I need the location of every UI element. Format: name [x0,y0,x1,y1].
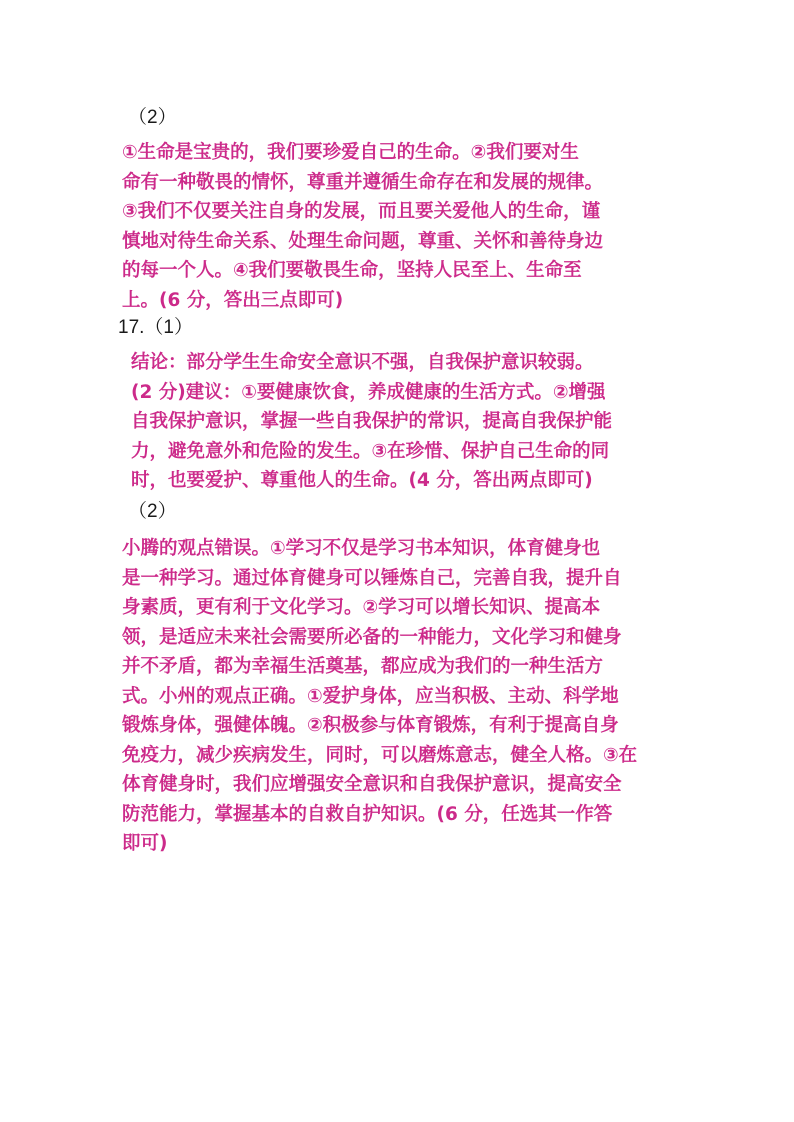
q17-part2-label: （2） [128,501,177,522]
answer-line: 体育健身时，我们应增强安全意识和自我保护意识，提高安全 [122,774,622,795]
answer-line: 的每一个人。④我们要敬畏生命，坚持人民至上、生命至 [122,260,582,281]
answer-line: 并不矛盾，都为幸福生活奠基，都应成为我们的一种生活方 [122,656,604,677]
answer-line: 力，避免意外和危险的发生。③在珍惜、保护自己生命的同 [131,440,610,462]
answer-line: 是一种学习。通过体育健身可以锤炼自己，完善自我，提升自 [122,567,622,589]
answer-line: 自我保护意识，掌握一些自我保护的常识，提高自我保护能 [131,411,613,432]
q16-part2-label: （2） [128,107,177,128]
answer-line: 防范能力，掌握基本的自救自护知识。(6 分，任选其一作答 [122,803,613,825]
answer-line: 结论：部分学生生命安全意识不强，自我保护意识较弱。 [131,352,594,373]
answer-line: ③我们不仅要关注自身的发展，而且要关爱他人的生命，谨 [122,201,601,222]
q16-part2-answer [122,138,677,315]
answer-line: 即可) [122,833,168,854]
answer-line: 时，也要爱护、尊重他人的生命。(4 分，答出两点即可) [131,470,593,491]
answer-line: 小腾的观点错误。①学习不仅是学习书本知识，体育健身也 [122,538,601,559]
answer-line: 式。小州的观点正确。①爱护身体，应当积极、主动、科学地 [122,685,619,707]
answer-line: 命有一种敬畏的情怀，尊重并遵循生命存在和发展的规律。 [122,171,604,193]
answer-line: (2 分)建议：①要健康饮食，养成健康的生活方式。②增强 [131,381,606,403]
answer-line: 慎地对待生命关系、处理生命问题，尊重、关怀和善待身边 [122,230,604,252]
answer-line: 上。(6 分，答出三点即可) [122,289,344,311]
q17-part1-answer [131,348,679,496]
answer-line: 领，是适应未来社会需要所必备的一种能力，文化学习和健身 [122,626,622,648]
q17-part1-label: 17.（1） [118,317,193,338]
answer-line: 免疫力，减少疾病发生，同时，可以磨炼意志，健全人格。③在 [122,744,638,766]
answer-line: ①生命是宝贵的，我们要珍爱自己的生命。②我们要对生 [122,142,579,163]
q17-part2-answer [122,534,677,859]
answer-line: 身素质，更有利于文化学习。②学习可以增长知识、提高本 [122,597,601,618]
answer-line: 锻炼身体，强健体魄。②积极参与体育锻炼，有利于提高自身 [122,715,619,736]
